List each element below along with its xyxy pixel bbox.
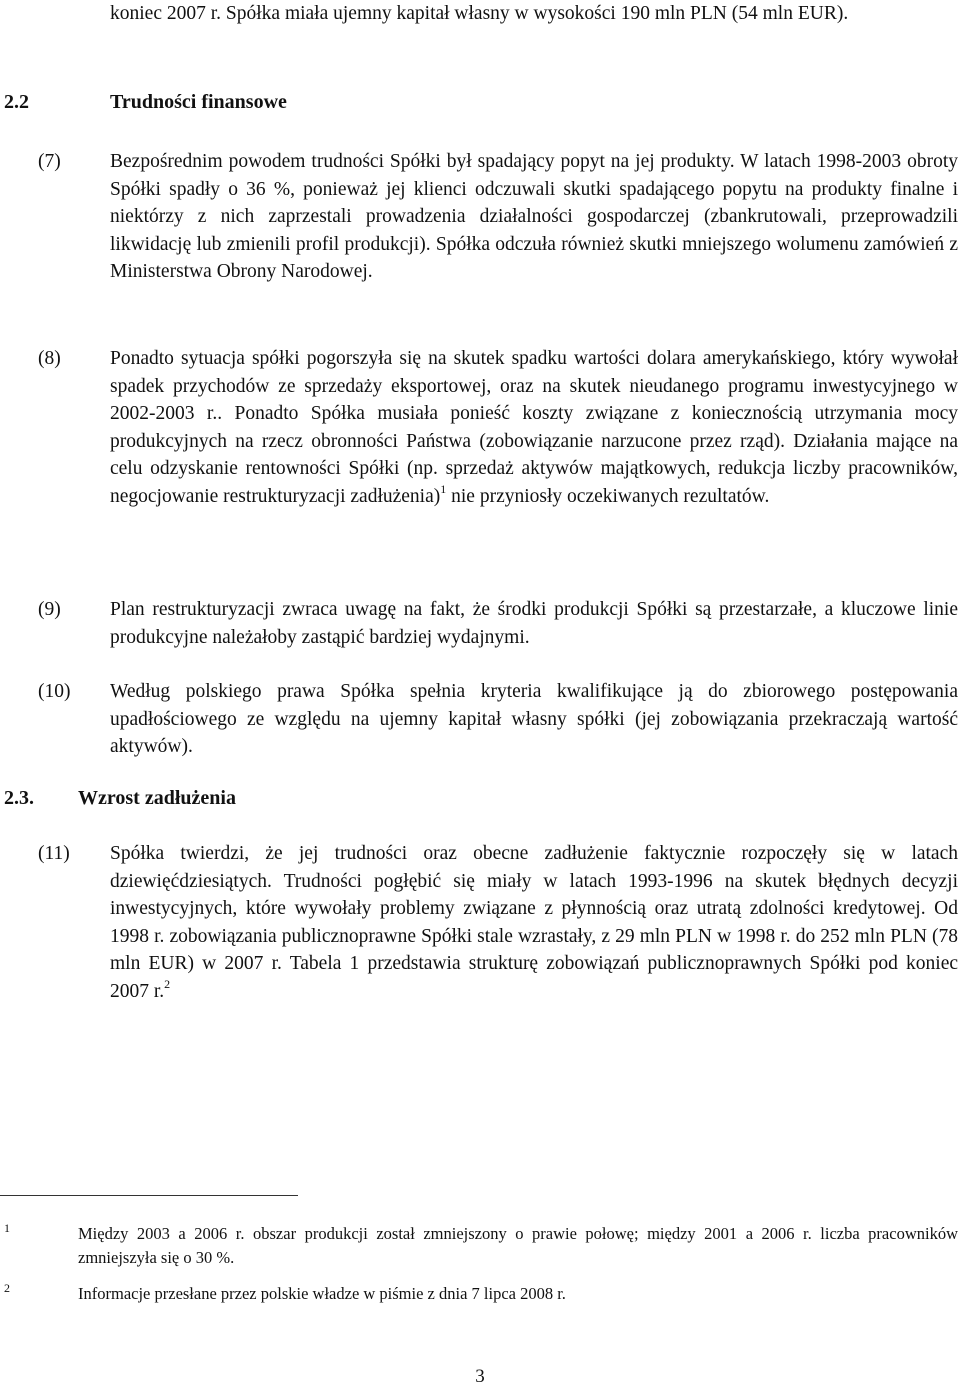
paragraph-text: Plan restrukturyzacji zwraca uwagę na fakt, że środki produkcji Spółki są przestarzałe, a kluczowe linie produkcyjne należałoby zastąpić bardziej wydajnymi. — [110, 599, 958, 648]
section-number: 2.3. — [4, 787, 34, 809]
footnote-number: 2 — [4, 1281, 10, 1295]
paragraph-text: Według polskiego prawa Spółka spełnia kryteria kwalifikujące ją do zbiorowego postępowania upadłościowego ze względu na ujemny kapitał własny spółki (jej zobowiązania przekraczają wartość aktywów). — [110, 681, 958, 757]
paragraph-text-part: nie przyniosły oczekiwanych rezultatów. — [446, 485, 770, 507]
footnote-text: Informacje przesłane przez polskie władze w piśmie z dnia 7 lipca 2008 r. — [78, 1284, 566, 1303]
paragraph-number: (8) — [38, 348, 61, 369]
paragraph-text — [110, 345, 958, 510]
section-number: 2.2 — [4, 91, 29, 113]
footnote-text: Między 2003 a 2006 r. obszar produkcji został zmniejszony o prawie połowę; między 2001 a 2006 r. liczba pracowników zmniejszyła się o 30 %. — [78, 1224, 958, 1267]
section-title: Wzrost zadłużenia — [78, 787, 236, 809]
paragraph-text-part: Ponadto sytuacja spółki pogorszyła się na skutek spadku wartości dolara amerykańskiego, który wywołał spadek przychodów ze sprzedaży eksportowej, oraz na skutek nieudanego programu inwestycyjnego w 2002-2003 r.. Ponadto Spółka musiała ponieść koszty związane z koniecznością utrzymania mocy produkcyjnych na rzecz obronności Państwa (zobowiązanie narzucone przez rząd). Działania mające na celu odzyskanie rentowności Spółki (np. sprzedaż aktywów majątkowych, redukcja liczby pracowników, negocjowanie restrukturyzacji zadłużenia) — [110, 348, 958, 507]
paragraph-text-part: Spółka twierdzi, że jej trudności oraz obecne zadłużenie faktycznie rozpoczęły się w latach dziewięćdziesiątych. Trudności pogłębić się miały w latach 1993-1996 na skutek błędnych decyzji inwestycyjnych, które wywołały problemy związane z płynnością oraz utratą zdolności kredytowej. Od 1998 r. zobowiązania publicznoprawne Spółki stale wzrastały, z 29 mln PLN w 1998 r. do 252 mln PLN (78 mln EUR) w 2007 r. Tabela 1 przedstawia strukturę zobowiązań publicznoprawnych Spółki pod koniec 2007 r. — [110, 843, 958, 1002]
page-number: 3 — [475, 1366, 485, 1387]
paragraph-number: (9) — [38, 599, 61, 620]
section-title: Trudności finansowe — [110, 91, 287, 113]
continuation-text: koniec 2007 r. Spółka miała ujemny kapitał własny w wysokości 190 mln PLN (54 mln EUR). — [110, 3, 849, 24]
footnote-number: 1 — [4, 1221, 10, 1235]
paragraph-number: (11) — [38, 843, 70, 864]
paragraph-text — [110, 840, 958, 1005]
footnote-reference-1: 1 — [440, 481, 447, 496]
paragraph-number: (7) — [38, 151, 61, 172]
footnote-reference-2: 2 — [164, 976, 171, 991]
paragraph-number: (10) — [38, 681, 71, 702]
paragraph-text: Bezpośrednim powodem trudności Spółki był spadający popyt na jej produkty. W latach 1998-2003 obroty Spółki spadły o 36 %, ponieważ jej klienci odczuwali skutki spadającego popytu na produkty finalne i niektórzy z nich zaprzestali prowadzenia działalności gospodarczej (zbankrutowali, przeprowadzili likwidację lub zmienili profil produkcji). Spółka odczuła również skutki mniejszego wolumenu zamówień z Ministerstwa Obrony Narodowej. — [110, 151, 958, 282]
footnote-separator — [0, 1195, 298, 1196]
